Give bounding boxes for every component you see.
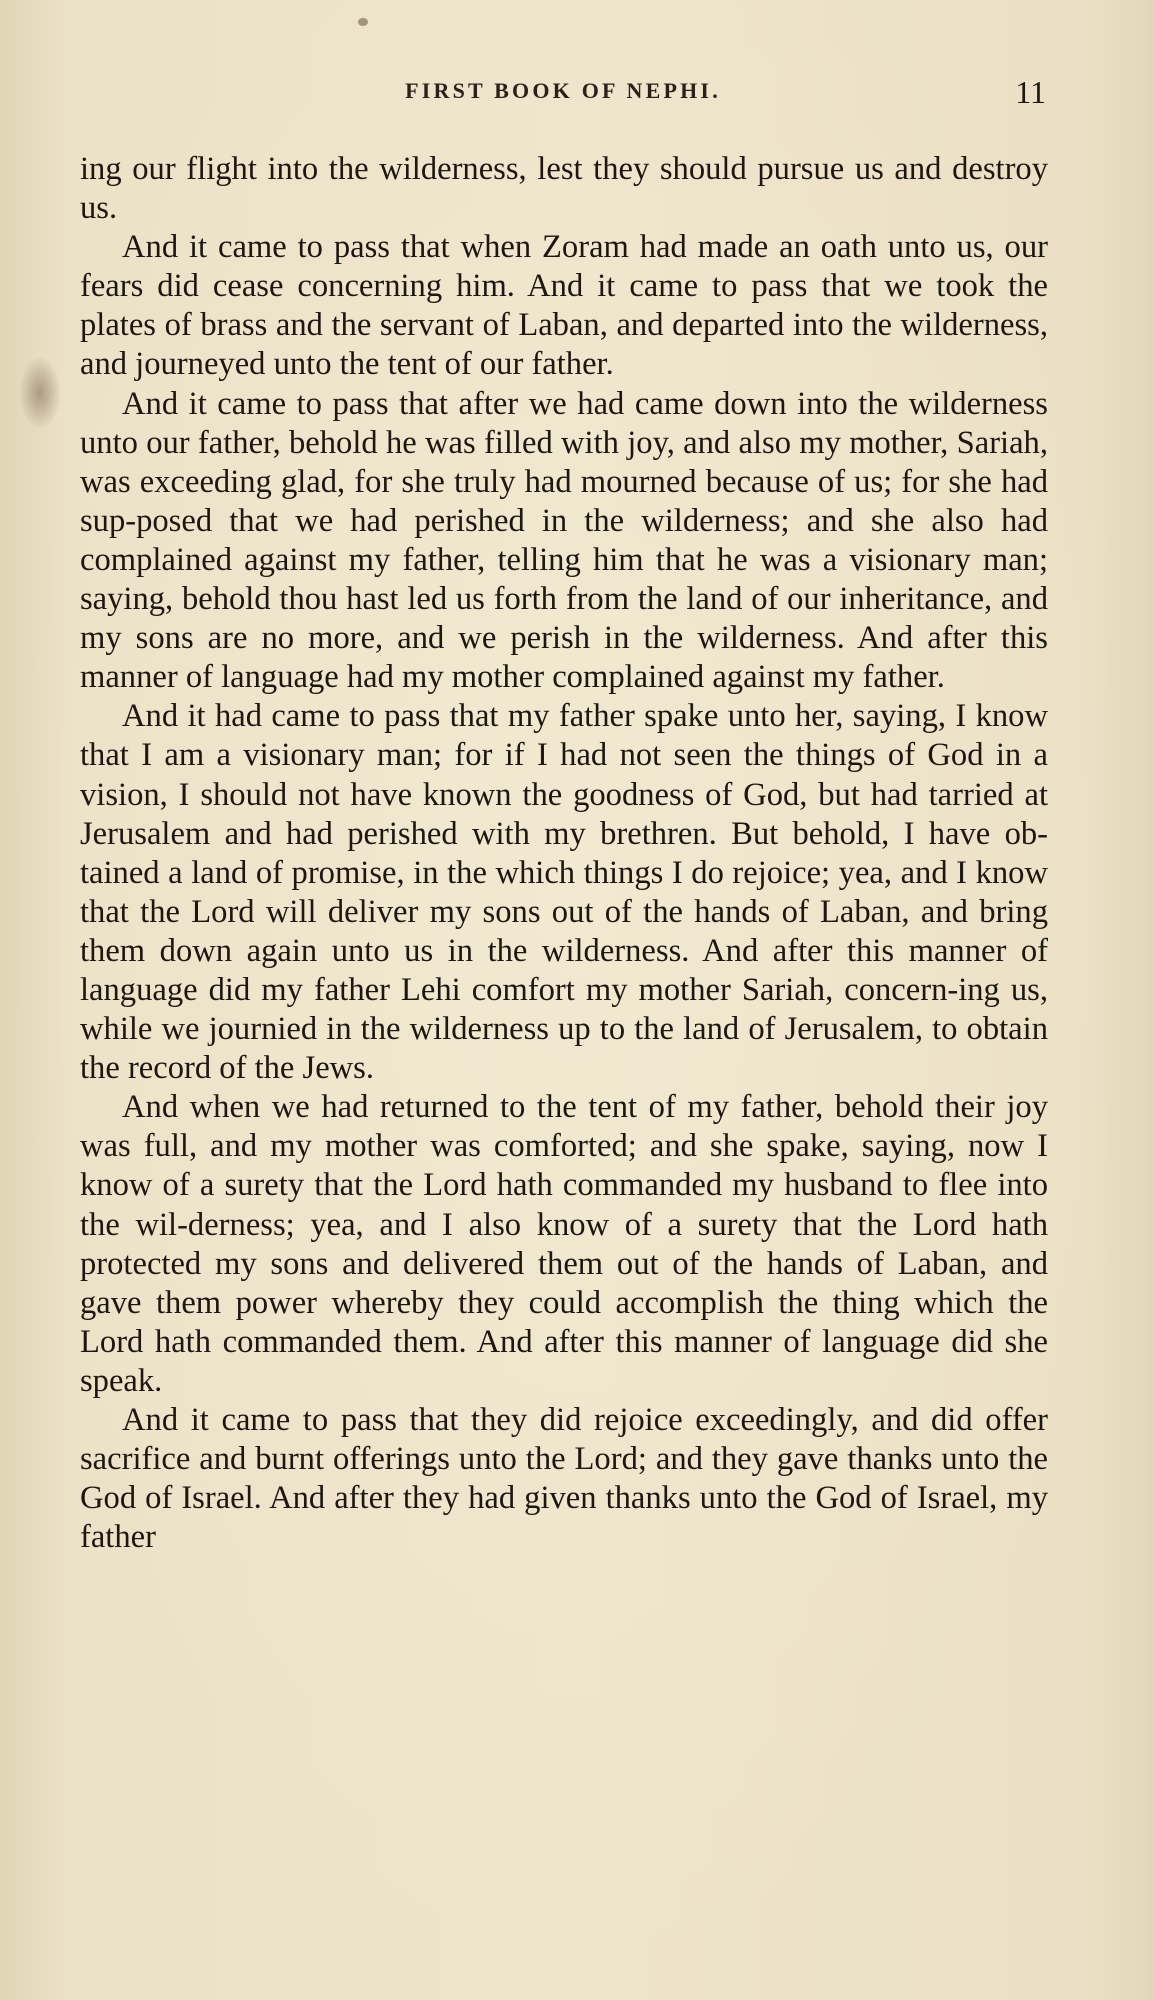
paragraph: And it came to pass that after we had came down into the wilderness unto our father, behold he was filled with joy, and also my mother, Sariah, was exceeding glad, for she truly had mourned because of us; for she had sup-posed that we had perished in the wilderness; and she also had complained against my father, telling him that he was a visionary man; saying, behold thou hast led us forth from the land of our inheritance, and my sons are no more, and we perish in the wilderness. And after this manner of language had my mother complained against my father.	[80, 385, 1048, 696]
paragraph: ing our flight into the wilderness, lest they should pursue us and destroy us.	[80, 151, 1048, 227]
paragraph: And when we had returned to the tent of my father, behold their joy was full, and my mother was comforted; and she spake, saying, now I know of a surety that the Lord hath commanded my husband to flee into the wil-derness; yea, and I also know of a surety that the Lord hath protected my sons and delivered them out of the hands of Laban, and gave them power whereby they could accomplish the thing which the Lord hath commanded them. And after this manner of language did she speak.	[80, 1089, 1048, 1399]
body-text	[80, 150, 1048, 1557]
margin-stain	[20, 358, 60, 428]
page-number: 11	[1015, 74, 1046, 110]
paragraph: And it came to pass that when Zoram had made an oath unto us, our fears did cease concerning him. And it came to pass that we took the plates of brass and the servant of Laban, and departed into the wilderness, and journeyed unto the tent of our father.	[80, 229, 1048, 383]
paragraph: And it came to pass that they did rejoice exceedingly, and did offer sacrifice and burnt offerings unto the Lord; and they gave thanks unto the God of Israel. And after they had given thanks unto the God of Israel, my father	[80, 1402, 1048, 1556]
running-title: FIRST BOOK OF NEPHI.	[405, 78, 721, 103]
page-header	[78, 74, 1048, 114]
ink-speck	[358, 18, 368, 26]
paragraph: And it had came to pass that my father spake unto her, saying, I know that I am a visionary man; for if I had not seen the things of God in a vision, I should not have known the goodness of God, but had tarried at Jerusalem and had perished with my brethren. But behold, I have ob-tained a land of promise, in the which things I do rejoice; yea, and I know that the Lord will deliver my sons out of the hands of Laban, and bring them down again unto us in the wilderness. And after this manner of language did my father Lehi comfort my mother Sariah, concern-ing us, while we journied in the wilderness up to the land of Jerusalem, to obtain the record of the Jews.	[80, 698, 1048, 1087]
